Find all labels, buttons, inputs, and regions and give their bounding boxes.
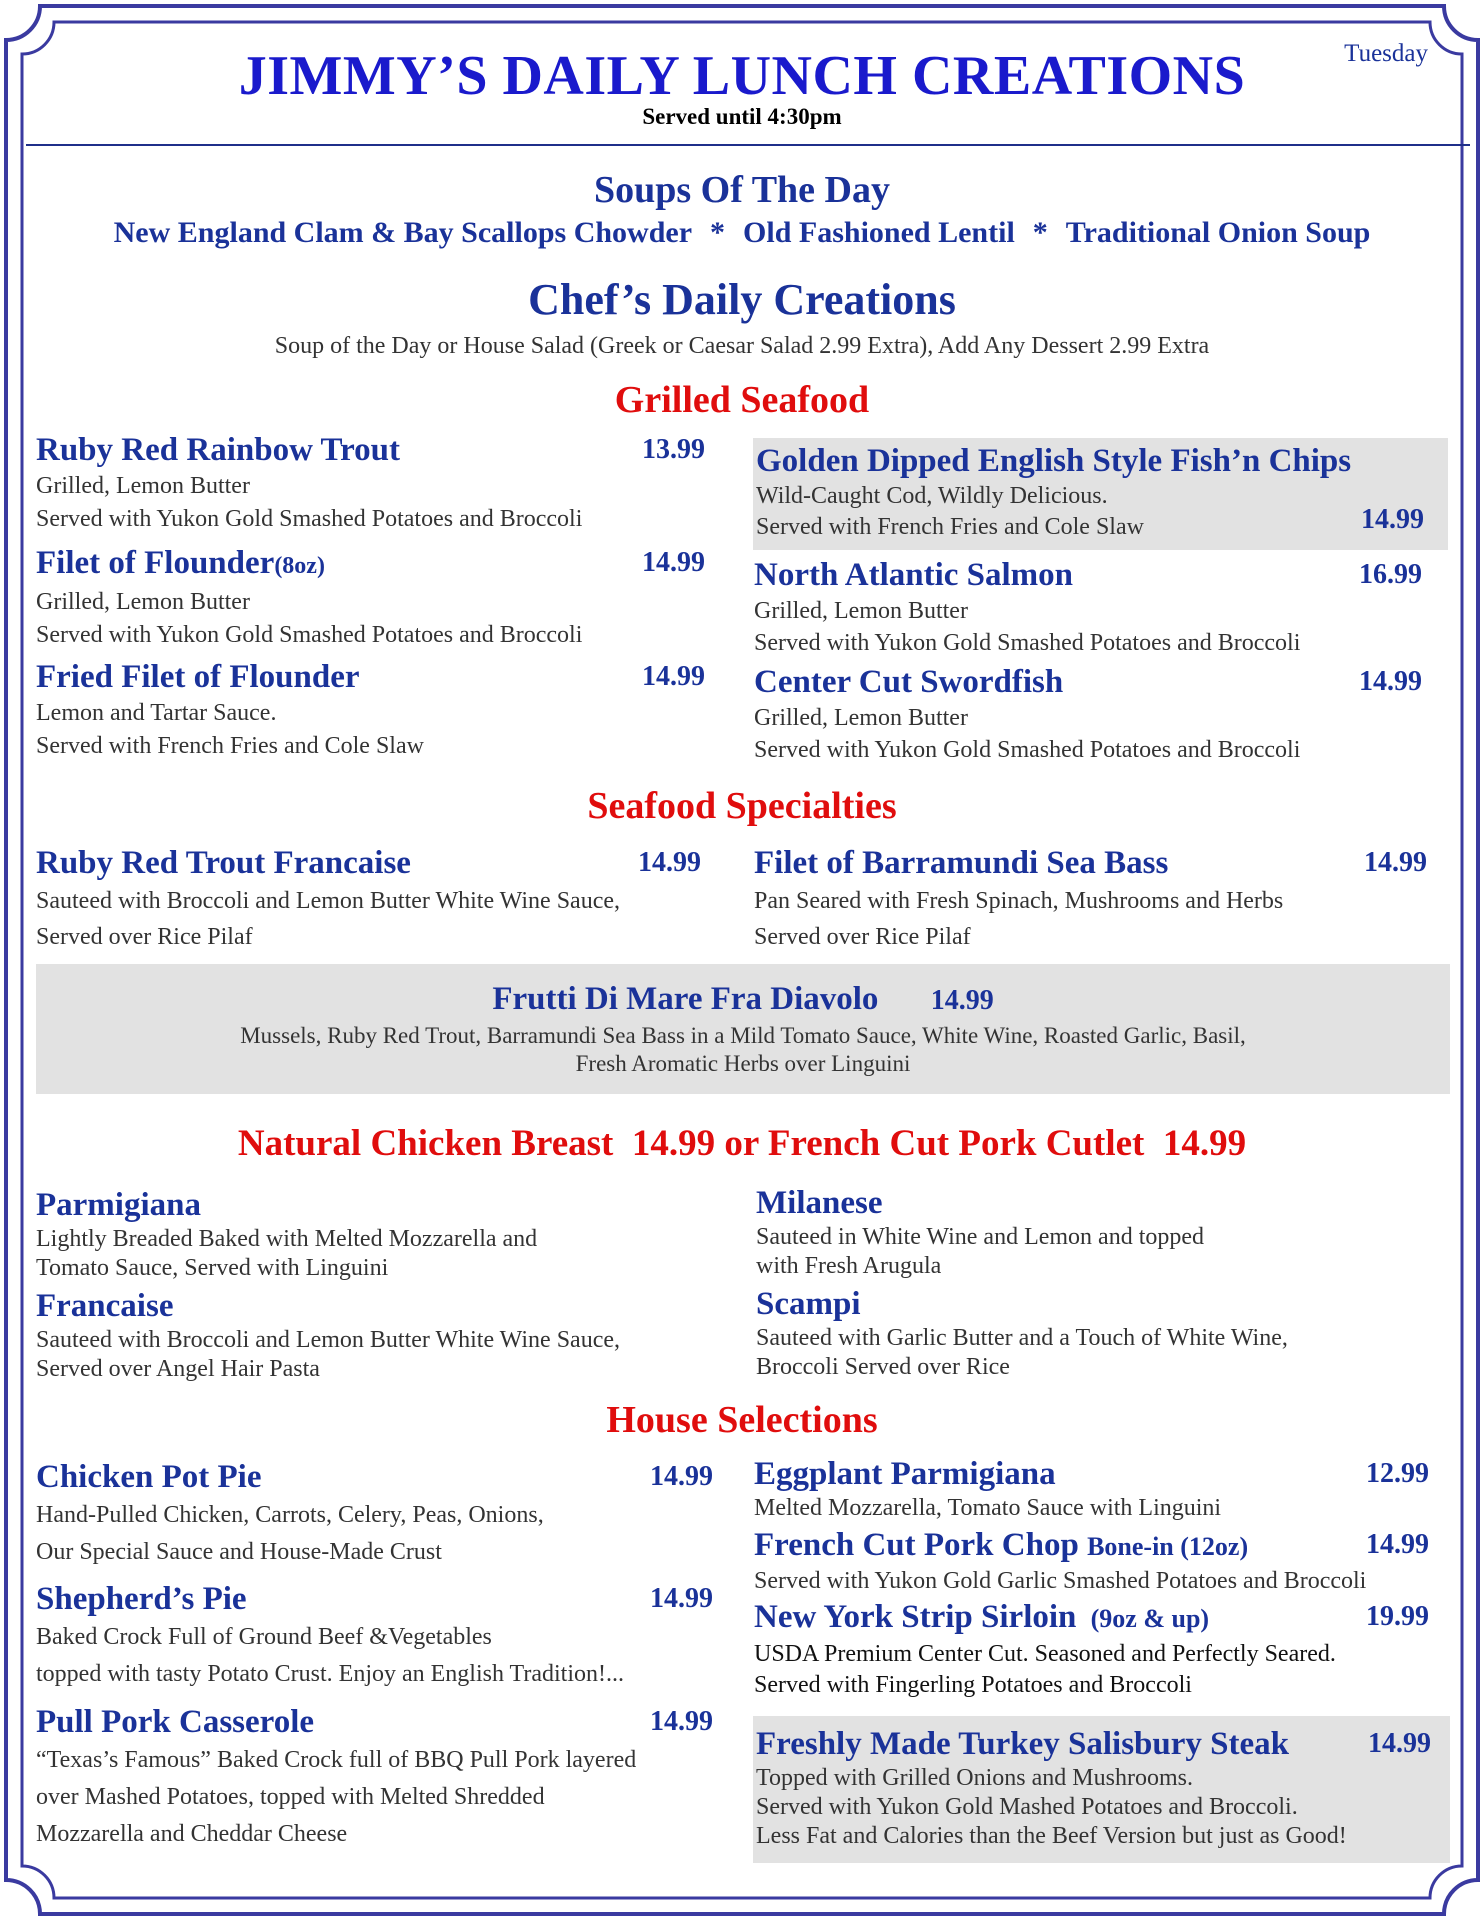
item-desc: Our Special Sauce and House-Made Crust bbox=[36, 1539, 442, 1565]
item-name: Filet of Barramundi Sea Bass bbox=[754, 845, 1169, 881]
menu-item bbox=[36, 1579, 726, 1693]
item-desc: over Mashed Potatoes, topped with Melted Shredded bbox=[36, 1784, 545, 1810]
item-name: Scampi bbox=[756, 1286, 861, 1322]
item-desc: Grilled, Lemon Butter bbox=[754, 705, 968, 731]
item-price: 14.99 bbox=[1359, 666, 1422, 697]
house-heading: House Selections bbox=[606, 1399, 878, 1441]
item-desc: Grilled, Lemon Butter bbox=[754, 598, 968, 624]
menu-item bbox=[756, 1724, 1446, 1851]
item-desc: Sauteed with Broccoli and Lemon Butter White Wine Sauce, bbox=[36, 1327, 620, 1353]
item-desc: topped with tasty Potato Crust. Enjoy an English Tradition!... bbox=[36, 1661, 624, 1687]
menu-item bbox=[36, 1457, 726, 1571]
item-price: 14.99 bbox=[1364, 847, 1427, 878]
item-desc: Broccoli Served over Rice bbox=[756, 1354, 1010, 1380]
item-desc: Served with Yukon Gold Garlic Smashed Potatoes and Broccoli bbox=[754, 1568, 1367, 1594]
item-desc: Tomato Sauce, Served with Linguini bbox=[36, 1255, 389, 1281]
item-desc: Mussels, Ruby Red Trout, Barramundi Sea Bass in a Mild Tomato Sauce, White Wine, Roasted Garlic, Basil, bbox=[240, 1023, 1246, 1048]
item-desc: Lightly Breaded Baked with Melted Mozzarella and bbox=[36, 1226, 538, 1252]
chef-heading: Chef’s Daily Creations bbox=[528, 275, 956, 324]
menu-item bbox=[756, 441, 1446, 543]
item-name: Filet of Flounder bbox=[36, 545, 275, 581]
menu-item bbox=[36, 1185, 720, 1283]
item-name: North Atlantic Salmon bbox=[754, 557, 1074, 593]
specialties-heading: Seafood Specialties bbox=[587, 785, 897, 827]
soup-item: Old Fashioned Lentil bbox=[743, 216, 1015, 249]
item-name: Chicken Pot Pie bbox=[36, 1459, 262, 1495]
item-name: Ruby Red Trout Francaise bbox=[36, 845, 411, 881]
item-desc: Hand-Pulled Chicken, Carrots, Celery, Peas, Onions, bbox=[36, 1502, 544, 1528]
feature-item bbox=[36, 978, 1450, 1078]
grilled-heading: Grilled Seafood bbox=[614, 379, 870, 421]
item-price: 14.99 bbox=[1361, 504, 1424, 535]
item-name: Fried Filet of Flounder bbox=[36, 659, 360, 695]
item-desc: Wild-Caught Cod, Wildly Delicious. bbox=[756, 483, 1108, 509]
menu-item bbox=[36, 843, 720, 955]
item-price: 14.99 bbox=[650, 1461, 713, 1492]
chef-note: Soup of the Day or House Salad (Greek or Caesar Salad 2.99 Extra), Add Any Dessert 2.99 Extra bbox=[274, 333, 1210, 359]
item-size: (8oz) bbox=[274, 553, 325, 579]
item-desc: “Texas’s Famous” Baked Crock full of BBQ Pull Pork layered bbox=[36, 1747, 637, 1773]
chicken-heading: Natural Chicken Breast 14.99 or French Cut Pork Cutlet 14.99 bbox=[237, 1123, 1247, 1164]
menu-title: JIMMY’S DAILY LUNCH CREATIONS bbox=[238, 45, 1246, 107]
item-desc: USDA Premium Center Cut. Seasoned and Perfectly Seared. bbox=[754, 1641, 1336, 1667]
menu-item bbox=[754, 1597, 1444, 1701]
item-desc: Fresh Aromatic Herbs over Linguini bbox=[575, 1051, 911, 1076]
item-name: Parmigiana bbox=[36, 1187, 201, 1223]
item-price: 12.99 bbox=[1366, 1458, 1429, 1489]
item-price: 14.99 bbox=[930, 985, 994, 1016]
item-desc: Served with French Fries and Cole Slaw bbox=[36, 733, 424, 759]
item-desc: Less Fat and Calories than the Beef Version but just as Good! bbox=[756, 1823, 1347, 1849]
item-desc: Pan Seared with Fresh Spinach, Mushrooms and Herbs bbox=[754, 888, 1284, 914]
menu-item bbox=[754, 1454, 1444, 1523]
item-desc: Served with French Fries and Cole Slaw bbox=[756, 514, 1144, 540]
item-desc: Topped with Grilled Onions and Mushrooms. bbox=[756, 1765, 1193, 1791]
menu-item bbox=[756, 1284, 1446, 1382]
item-name: New York Strip Sirloin bbox=[754, 1599, 1077, 1635]
item-name: Ruby Red Rainbow Trout bbox=[36, 432, 401, 468]
item-desc: Served with Yukon Gold Smashed Potatoes and Broccoli bbox=[754, 737, 1301, 763]
item-desc: Grilled, Lemon Butter bbox=[36, 589, 250, 615]
item-desc: Sauteed in White Wine and Lemon and topped bbox=[756, 1224, 1205, 1250]
item-desc: Served with Fingerling Potatoes and Broccoli bbox=[754, 1672, 1192, 1698]
item-price: 14.99 bbox=[1366, 1529, 1429, 1560]
menu-item bbox=[754, 662, 1444, 766]
day-label: Tuesday bbox=[1344, 40, 1428, 67]
menu-item bbox=[36, 430, 720, 536]
item-desc: Sauteed with Broccoli and Lemon Butter White Wine Sauce, bbox=[36, 888, 620, 914]
item-price: 14.99 bbox=[650, 1706, 713, 1737]
item-desc: Served over Rice Pilaf bbox=[36, 924, 253, 950]
item-price: 14.99 bbox=[1368, 1728, 1431, 1759]
item-name: Frutti Di Mare Fra Diavolo bbox=[492, 981, 879, 1017]
item-price: 14.99 bbox=[642, 661, 705, 692]
soup-separator: * bbox=[1032, 216, 1048, 249]
menu-item bbox=[754, 1525, 1444, 1596]
menu-subtitle: Served until 4:30pm bbox=[642, 104, 842, 129]
menu-item bbox=[36, 543, 720, 652]
soup-item: Traditional Onion Soup bbox=[1065, 216, 1371, 249]
soups-heading: Soups Of The Day bbox=[593, 169, 890, 211]
item-desc: with Fresh Arugula bbox=[756, 1253, 942, 1279]
item-name: Milanese bbox=[756, 1185, 883, 1221]
item-name: French Cut Pork Chop bbox=[754, 1527, 1079, 1563]
item-name: Center Cut Swordfish bbox=[754, 664, 1064, 700]
item-desc: Served with Yukon Gold Smashed Potatoes and Broccoli bbox=[36, 622, 583, 648]
item-desc: Baked Crock Full of Ground Beef &Vegetables bbox=[36, 1624, 492, 1650]
item-desc: Served over Angel Hair Pasta bbox=[36, 1356, 320, 1382]
soups-list bbox=[0, 216, 1484, 250]
item-desc: Mozzarella and Cheddar Cheese bbox=[36, 1821, 348, 1847]
item-name: Golden Dipped English Style Fish’n Chips bbox=[756, 443, 1352, 479]
menu-item bbox=[756, 1183, 1446, 1281]
item-price: 19.99 bbox=[1366, 1601, 1429, 1632]
item-name: Freshly Made Turkey Salisbury Steak bbox=[756, 1726, 1289, 1762]
item-price: 14.99 bbox=[650, 1583, 713, 1614]
item-desc: Sauteed with Garlic Butter and a Touch of White Wine, bbox=[756, 1325, 1288, 1351]
item-name: Francaise bbox=[36, 1288, 174, 1324]
item-price: 13.99 bbox=[642, 434, 705, 465]
item-size: (9oz & up) bbox=[1090, 1604, 1210, 1633]
menu-item bbox=[36, 657, 720, 763]
soup-separator: * bbox=[710, 216, 726, 249]
menu-item bbox=[754, 843, 1444, 955]
item-name: Eggplant Parmigiana bbox=[754, 1456, 1056, 1492]
menu-item bbox=[754, 555, 1444, 659]
item-desc: Served with Yukon Gold Smashed Potatoes and Broccoli bbox=[36, 506, 583, 532]
item-price: 14.99 bbox=[642, 547, 705, 578]
header-divider bbox=[26, 144, 1470, 146]
item-name: Shepherd’s Pie bbox=[36, 1581, 247, 1617]
item-desc: Grilled, Lemon Butter bbox=[36, 473, 250, 499]
item-name: Pull Pork Casserole bbox=[36, 1704, 315, 1740]
menu-item bbox=[36, 1286, 720, 1384]
menu-item bbox=[36, 1702, 726, 1853]
soup-item: New England Clam & Bay Scallops Chowder bbox=[113, 216, 693, 249]
item-desc: Served with Yukon Gold Mashed Potatoes and Broccoli. bbox=[756, 1794, 1298, 1820]
item-size: Bone-in (12oz) bbox=[1087, 1532, 1249, 1561]
item-desc: Served over Rice Pilaf bbox=[754, 924, 971, 950]
item-desc: Lemon and Tartar Sauce. bbox=[36, 700, 277, 726]
item-desc: Melted Mozzarella, Tomato Sauce with Linguini bbox=[754, 1495, 1222, 1521]
item-desc: Served with Yukon Gold Smashed Potatoes and Broccoli bbox=[754, 630, 1301, 656]
item-price: 14.99 bbox=[638, 847, 701, 878]
item-price: 16.99 bbox=[1359, 559, 1422, 590]
